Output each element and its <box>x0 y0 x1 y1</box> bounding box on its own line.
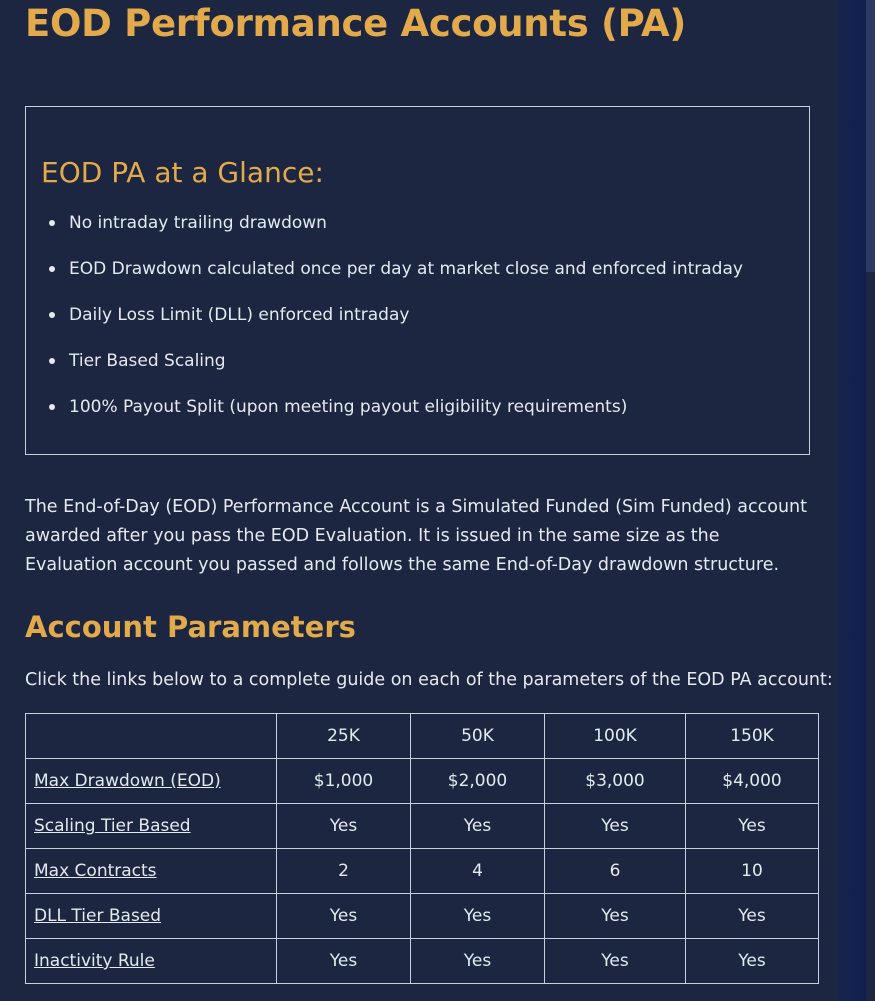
glance-box <box>25 106 810 455</box>
list-item <box>26 349 743 395</box>
table-header-cell: 150K <box>686 714 819 759</box>
list-item <box>26 257 743 303</box>
table-cell: Yes <box>686 894 819 939</box>
table-cell: 10 <box>686 849 819 894</box>
table-row <box>26 894 819 939</box>
table-row <box>26 804 819 849</box>
page-title: EOD Performance Accounts (PA) <box>25 2 686 45</box>
list-item-text: Daily Loss Limit (DLL) enforced intraday <box>69 305 410 325</box>
table-cell: Yes <box>686 804 819 849</box>
account-parameters-heading: Account Parameters <box>25 610 356 644</box>
bullet-icon <box>49 312 55 318</box>
table-cell: 4 <box>411 849 545 894</box>
table-row-label-cell <box>26 849 277 894</box>
intro-paragraph: The End-of-Day (EOD) Performance Account is a Simulated Funded (Sim Funded) account awarded after you pass the EOD Evaluation. It is issued in the same size as the Evaluation account you passed and follows the same End-of-Day drawdown structure. <box>25 497 808 575</box>
table-header-cell: 25K <box>277 714 411 759</box>
table-cell: Yes <box>545 894 686 939</box>
bullet-icon <box>49 220 55 226</box>
table-cell: $3,000 <box>545 759 686 804</box>
max-contracts-link[interactable]: Max Contracts <box>34 861 157 881</box>
scaling-tier-link[interactable]: Scaling Tier Based <box>34 816 191 836</box>
table-row <box>26 759 819 804</box>
bullet-icon <box>49 404 55 410</box>
table-cell: 6 <box>545 849 686 894</box>
table-cell: Yes <box>411 894 545 939</box>
table-cell: Yes <box>411 804 545 849</box>
glance-title: EOD PA at a Glance: <box>41 156 324 189</box>
dll-tier-link[interactable]: DLL Tier Based <box>34 906 162 926</box>
table-row-label-cell <box>26 759 277 804</box>
inactivity-rule-link[interactable]: Inactivity Rule <box>34 951 155 971</box>
list-item <box>26 395 743 441</box>
table-row <box>26 849 819 894</box>
table-cell: Yes <box>277 939 411 984</box>
scrollbar-track[interactable] <box>838 0 866 1001</box>
table-row <box>26 939 819 984</box>
table-header-cell: 100K <box>545 714 686 759</box>
table-cell: $4,000 <box>686 759 819 804</box>
parameters-table <box>25 713 819 984</box>
list-item <box>26 211 743 257</box>
glance-list <box>26 211 743 441</box>
table-header-cell <box>26 714 277 759</box>
table-cell: $1,000 <box>277 759 411 804</box>
table-cell: Yes <box>277 804 411 849</box>
bullet-icon <box>49 358 55 364</box>
list-item-text: Tier Based Scaling <box>69 351 226 371</box>
list-item-text: 100% Payout Split (upon meeting payout eligibility requirements) <box>69 397 628 417</box>
table-cell: Yes <box>545 804 686 849</box>
scrollbar-thumb[interactable] <box>866 0 875 272</box>
table-cell: Yes <box>277 894 411 939</box>
list-item-text: No intraday trailing drawdown <box>69 213 327 233</box>
table-header-row <box>26 714 819 759</box>
table-cell: Yes <box>411 939 545 984</box>
table-row-label-cell <box>26 894 277 939</box>
table-cell: Yes <box>545 939 686 984</box>
max-drawdown-link[interactable]: Max Drawdown (EOD) <box>34 771 221 791</box>
table-cell: $2,000 <box>411 759 545 804</box>
list-item <box>26 303 743 349</box>
table-cell: 2 <box>277 849 411 894</box>
table-cell: Yes <box>686 939 819 984</box>
parameters-description: Click the links below to a complete guide on each of the parameters of the EOD PA account: <box>25 670 833 690</box>
table-row-label-cell <box>26 804 277 849</box>
table-row-label-cell <box>26 939 277 984</box>
list-item-text: EOD Drawdown calculated once per day at market close and enforced intraday <box>69 259 743 279</box>
table-header-cell: 50K <box>411 714 545 759</box>
bullet-icon <box>49 266 55 272</box>
